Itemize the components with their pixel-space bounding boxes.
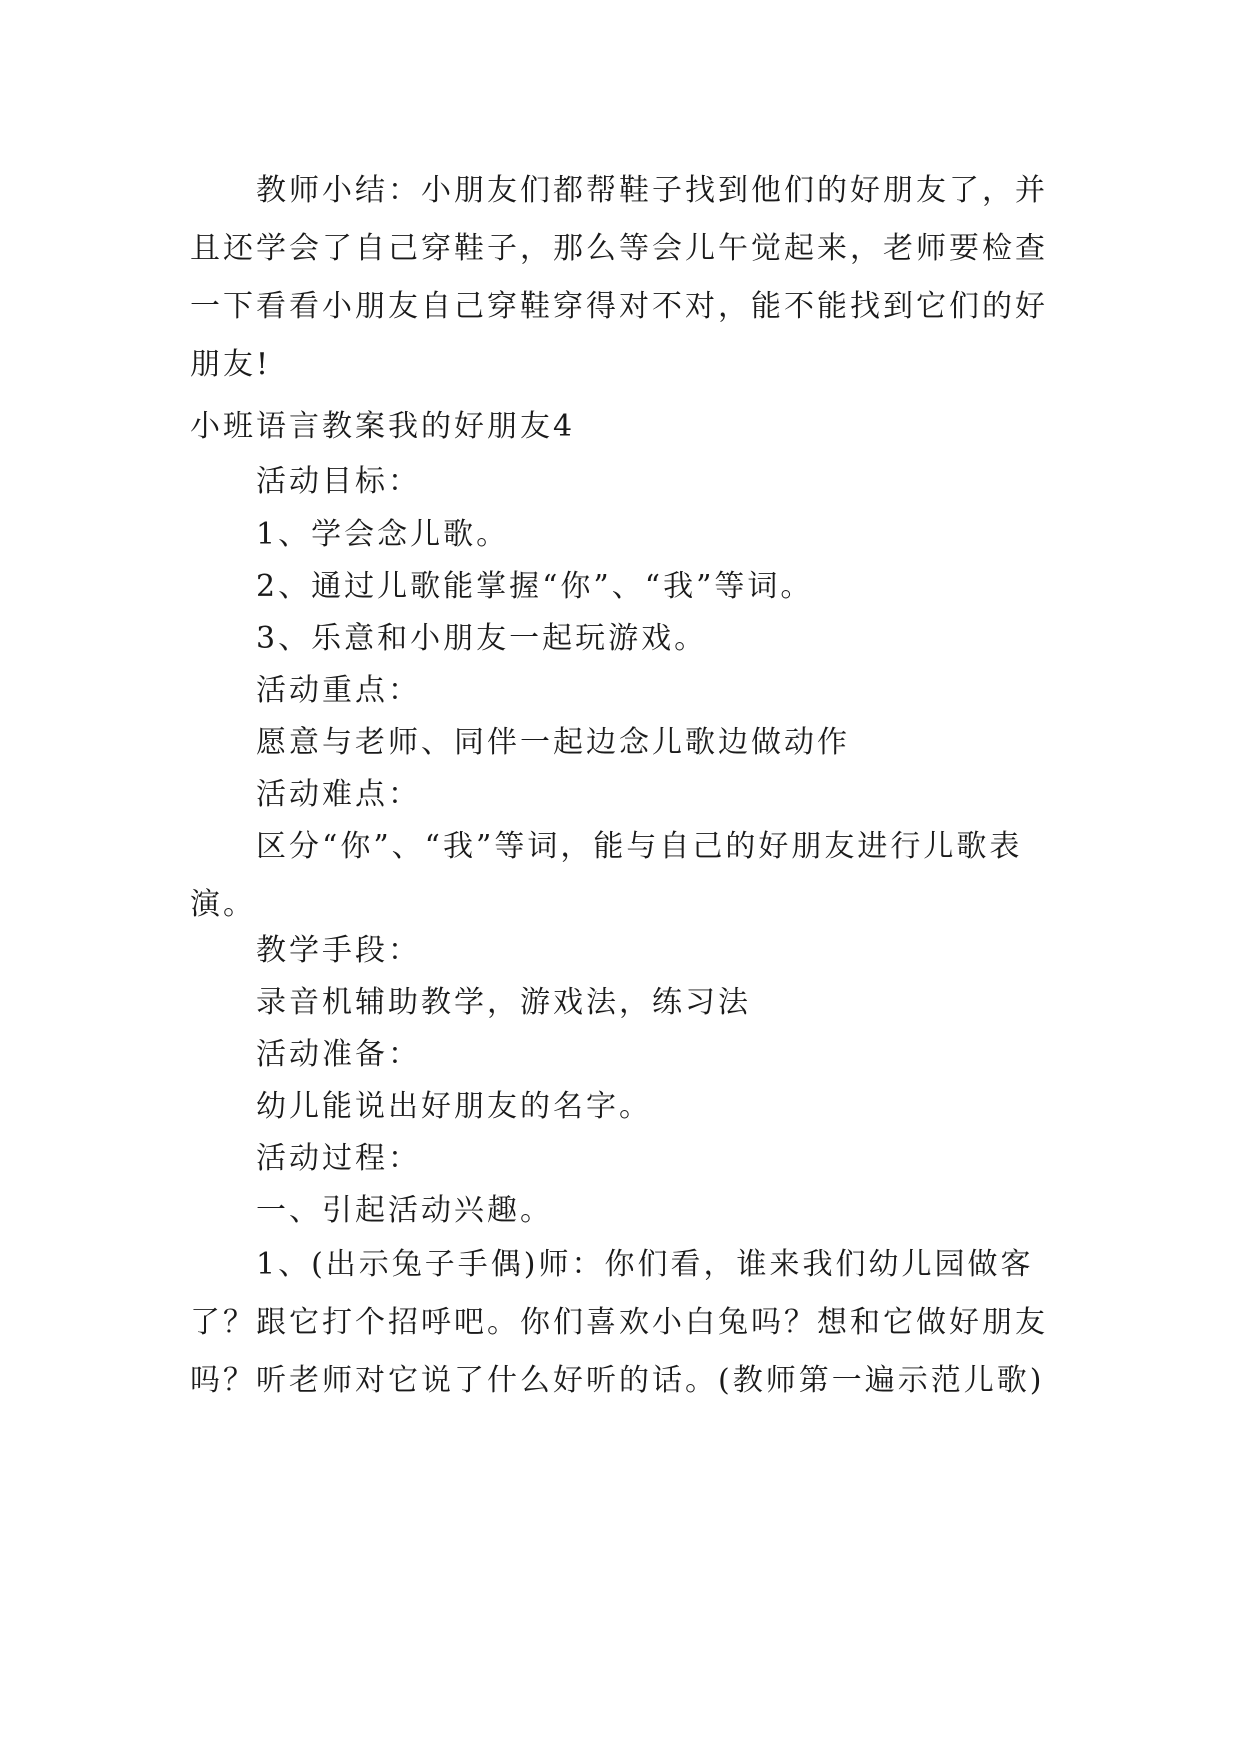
section-title: 小班语言教案我的好朋友4: [190, 409, 576, 444]
difficulty-heading: 活动难点：: [256, 777, 421, 812]
goal-item-3: 3、乐意和小朋友一起玩游戏。: [256, 621, 708, 656]
method-text: 录音机辅助教学，游戏法，练习法: [256, 985, 751, 1020]
focus-text: 愿意与老师、同伴一起边念儿歌边做动作: [256, 725, 850, 760]
prep-text: 幼儿能说出好朋友的名字。: [256, 1089, 652, 1124]
goal-item-1: 1、学会念儿歌。: [256, 517, 510, 552]
focus-heading: 活动重点：: [256, 673, 421, 708]
prep-heading: 活动准备：: [256, 1037, 421, 1072]
difficulty-paragraph: 区分“你”、“我”等词，能与自己的好朋友进行儿歌表演。: [190, 829, 1023, 922]
process-heading: 活动过程：: [256, 1141, 421, 1176]
process-step-heading: 一、引起活动兴趣。: [256, 1193, 553, 1228]
step1-paragraph: 1、(出示兔子手偶)师：你们看，谁来我们幼儿园做客了？跟它打个招呼吧。你们喜欢小白兔吗？想和它做好朋友吗？听老师对它说了什么好听的话。(教师第一遍示范儿歌): [190, 1247, 1048, 1398]
goal-heading: 活动目标：: [256, 464, 421, 499]
summary-paragraph: 教师小结：小朋友们都帮鞋子找到他们的好朋友了，并且还学会了自己穿鞋子，那么等会儿午觉起来，老师要检查一下看看小朋友自己穿鞋穿得对不对，能不能找到它们的好朋友!: [190, 173, 1048, 382]
goal-item-2: 2、通过儿歌能掌握“你”、“我”等词。: [256, 569, 814, 604]
method-heading: 教学手段：: [256, 933, 421, 968]
